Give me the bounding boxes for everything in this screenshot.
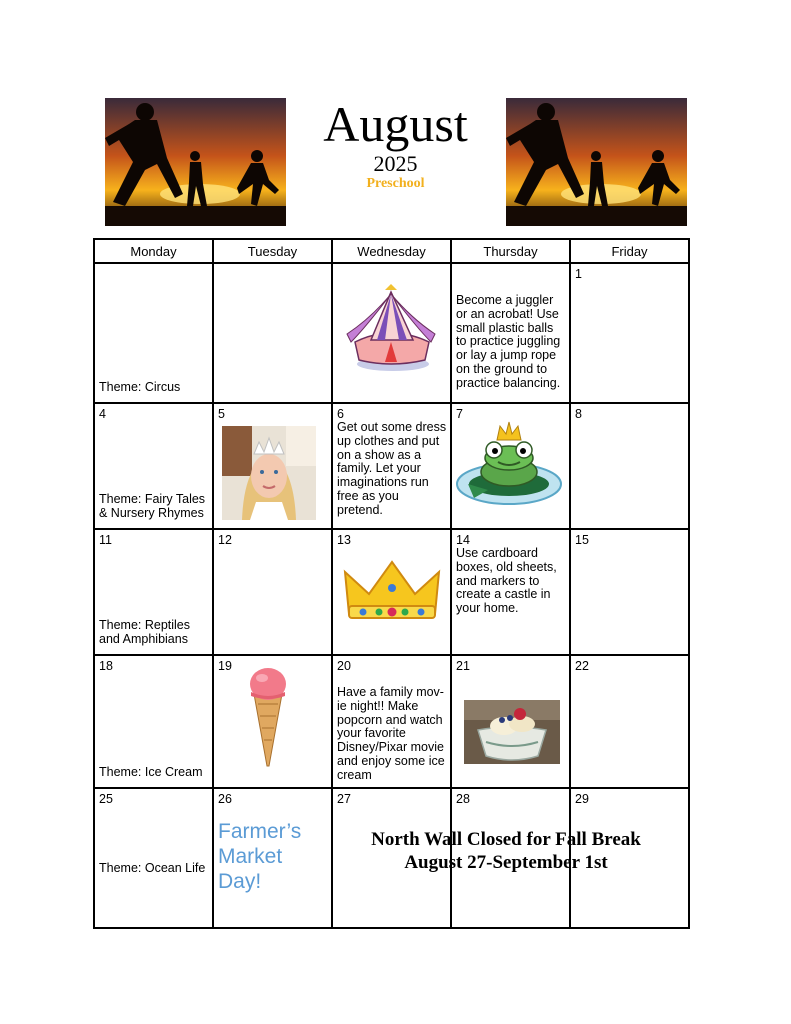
weekday-header-row <box>94 239 689 263</box>
day-cell <box>214 656 331 787</box>
header-wednesday: Wednesday <box>332 239 451 263</box>
day-number: 26 <box>218 792 232 806</box>
header-tuesday: Tuesday <box>213 239 332 263</box>
activity-text: Use cardboard boxes, old sheets, and markers to create a castle in your home. <box>456 546 557 616</box>
day-cell <box>333 264 450 402</box>
day-cell <box>214 264 331 402</box>
week-row-1 <box>94 263 689 403</box>
day-cell <box>214 789 331 927</box>
week-row-2 <box>94 403 689 529</box>
day-cell <box>333 530 450 654</box>
day-number: 22 <box>575 659 589 673</box>
day-cell <box>452 404 569 528</box>
day-cell <box>95 404 212 528</box>
fairy-princess-photo <box>222 426 316 520</box>
circus-tent-icon <box>341 284 441 374</box>
day-number: 13 <box>337 533 351 547</box>
week-theme: Theme: Ocean Life <box>99 861 206 875</box>
day-cell <box>333 656 450 787</box>
day-number: 15 <box>575 533 589 547</box>
day-number: 25 <box>99 792 113 806</box>
year-title: 2025 <box>373 151 418 176</box>
day-number: 18 <box>99 659 113 673</box>
ice-cream-bowl-photo <box>464 700 560 764</box>
day-number: 27 <box>337 792 351 806</box>
day-cell <box>95 789 212 927</box>
day-number: 12 <box>218 533 232 547</box>
week-row-4 <box>94 655 689 788</box>
month-title: August <box>323 96 468 152</box>
day-number: 20 <box>337 659 351 673</box>
day-number: 4 <box>99 407 106 421</box>
week-theme: Theme: Fairy Tales & Nursery Rhymes <box>99 492 206 520</box>
week-theme: Theme: Circus <box>99 380 181 394</box>
activity-text: Become a juggler or an acrobat! Use small plastic balls to practice juggling or lay a jump rope on the ground to practice balancing. <box>456 293 561 390</box>
day-cell <box>95 656 212 787</box>
day-cell <box>333 404 450 528</box>
header-thursday: Thursday <box>451 239 570 263</box>
day-number: 19 <box>218 659 232 673</box>
day-cell <box>571 656 688 787</box>
fall-break-line-1: North Wall Closed for Fall Break <box>371 829 641 850</box>
day-cell <box>571 264 688 402</box>
header-monday: Monday <box>94 239 213 263</box>
calendar-table <box>93 238 690 929</box>
fall-break-line-2: August 27-September 1st <box>404 852 608 873</box>
farmers-market-event: Farmer’s Market Day! <box>218 820 302 893</box>
day-cell <box>452 530 569 654</box>
day-cell <box>214 530 331 654</box>
day-cell <box>95 264 212 402</box>
crown-icon <box>343 560 441 624</box>
day-cell <box>95 530 212 654</box>
day-number: 5 <box>218 407 225 421</box>
day-cell <box>571 530 688 654</box>
day-cell <box>452 264 569 402</box>
activity-text: Get out some dress up clothes and put on a show as a family. Let your imaginations run free as you pretend. <box>337 420 447 517</box>
day-cell <box>452 656 569 787</box>
day-number: 1 <box>575 267 582 281</box>
ice-cream-cone-icon <box>248 664 288 768</box>
day-number: 6 <box>337 407 344 421</box>
week-theme: Theme: Reptiles and Amphibians <box>99 618 191 646</box>
day-number: 28 <box>456 792 470 806</box>
activity-text: Have a family mov-ie night!! Make popcorn and watch your favorite Disney/Pixar movie and enjoy some ice cream <box>337 685 445 782</box>
day-number: 14 <box>456 533 470 547</box>
day-number: 11 <box>99 533 112 547</box>
header-friday: Friday <box>570 239 689 263</box>
day-number: 21 <box>456 659 470 673</box>
day-cell <box>214 404 331 528</box>
day-cell <box>571 404 688 528</box>
fall-break-notice <box>320 828 692 874</box>
week-theme: Theme: Ice Cream <box>99 765 203 779</box>
day-number: 8 <box>575 407 582 421</box>
frog-prince-icon <box>454 420 564 510</box>
day-number: 29 <box>575 792 589 806</box>
day-number: 7 <box>456 407 463 421</box>
program-subtitle: Preschool <box>366 176 425 191</box>
week-row-3 <box>94 529 689 655</box>
